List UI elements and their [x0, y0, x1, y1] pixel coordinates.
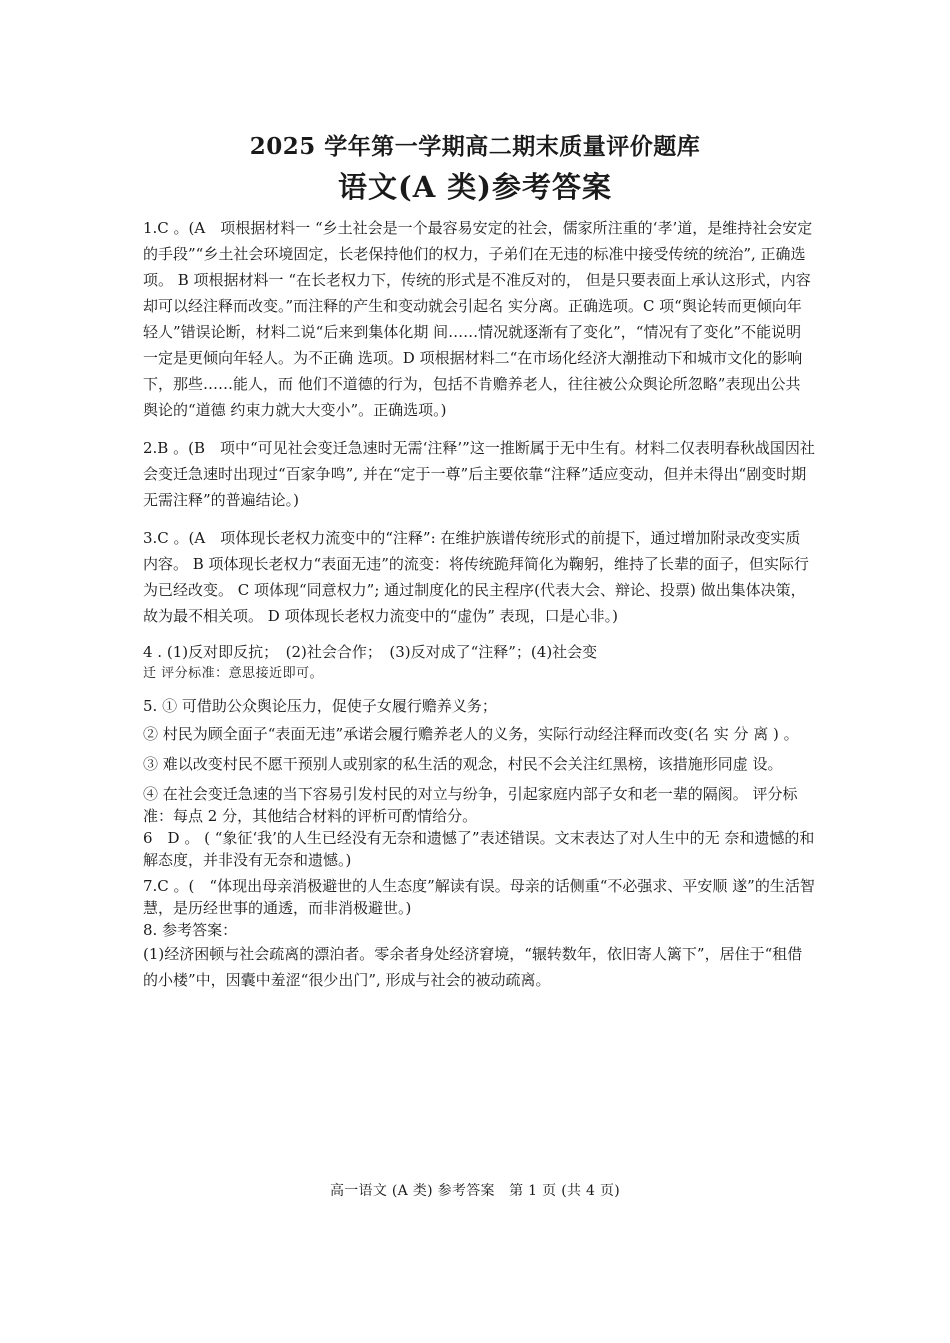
answer-5-point4: ④ 在社会变迁急速的当下容易引发村民的对立与纷争，引起家庭内部子女和老一辈的隔阂。 评分标准：每点 2 分，其他结合材料的评析可酌情给分。	[143, 785, 798, 825]
answer-6: 6 D 。 ( “象征‘我’的人生已经没有无奈和遗憾了”表述错误。文末表达了对人生中的无 奈和遗憾的和解态度，并非没有无奈和遗憾。)	[143, 829, 815, 869]
document-title: 语文(A 类)参考答案	[337, 170, 613, 204]
answer-5-point2: ② 村民为顾全面子“表面无违”承诺会履行赡养老人的义务，实际行动经注释而改变(名 实 分 离 ) 。	[143, 725, 799, 743]
exam-title: 2025 学年第一学期高二期末质量评价题库	[249, 133, 701, 160]
answer-7: 7.C 。( “体现出母亲消极避世的人生态度”解读有误。母亲的话侧重“不必强求、平安顺 遂”的生活智慧，是历经世事的通透，而非消极避世。)	[143, 877, 815, 917]
answer-4-line1: 4 . (1)反对即反抗； (2)社会合作； (3)反对成了“注释”；(4)社会变	[143, 643, 598, 661]
answer-2: 2.B 。(B 项中“可见社会变迁急速时无需‘注释’”这一推断属于无中生有。材料二仅表明春秋战国因社会变迁急速时出现过“百家争鸣”, 并在“定于一尊”后主要依靠“注释”适应变动，但并未得出“剧变时期无需注释”的普遍结论。)	[143, 439, 815, 509]
answer-8-point1: (1)经济困顿与社会疏离的漂泊者。零余者身处经济窘境，“辗转数年，依旧寄人篱下”，居住于“租借的小楼”中，因囊中羞涩“很少出门”, 形成与社会的被动疏离。	[143, 945, 803, 989]
answer-1: 1.C 。(A 项根据材料一 “乡土社会是一个最容易安定的社会，儒家所注重的‘孝’道，是维持社会安定的手段”“乡土社会环境固定，长老保持他们的权力，子弟们在无违的标准中接受传统的统治”, 正确选项。 B 项根据材料一 “在长老权力下，传统的形式是不准反对的， 但是只要表面上承认这形式，内容却可以经注释而改变。”而注释的产生和变动就会引起名 实分离。正确选项。C 项“舆论转而更倾向年轻人”错误论断，材料二说“后来到集体化期 间……情况就逐渐有了变化”，“情况有了变化”不能说明一定是更倾向年轻人。为不正确 选项。D 项根据材料二“在市场化经济大潮推动下和城市文化的影响下，那些……能人，而 他们不道德的行为，包括不肯赡养老人，往往被公众舆论所忽略”表现出公共舆论的“道德 约束力就大大变小”。正确选项。)	[143, 219, 813, 419]
answer-5-point1: 5. ① 可借助公众舆论压力，促使子女履行赡养义务；	[143, 697, 497, 715]
answer-4-line2: 迁 评分标准：意思接近即可。	[143, 666, 324, 681]
answer-3: 3.C 。(A 项体现长老权力流变中的“注释”: 在维护族谱传统形式的前提下，通过增加附录改变实质内容。 B 项体现长老权力“表面无违”的流变：将传统跪拜简化为鞠躬，维持了长辈的面子，但实际行为已经改变。 C 项体现“同意权力”; 通过制度化的民主程序(代表大会、辩论、投票) 做出集体决策，故为最不相关项。 D 项体现长老权力流变中的“虚伪” 表现，口是心非。)	[143, 529, 809, 625]
page-footer: 高一语文 (A 类) 参考答案 第 1 页 (共 4 页)	[329, 1183, 621, 1199]
answer-body	[143, 215, 815, 993]
answer-5-point3: ③ 难以改变村民不愿干预别人或别家的私生活的观念，村民不会关注红黑榜，该措施形同虚 设。	[143, 755, 783, 773]
answer-8-head: 8. 参考答案：	[143, 921, 238, 939]
